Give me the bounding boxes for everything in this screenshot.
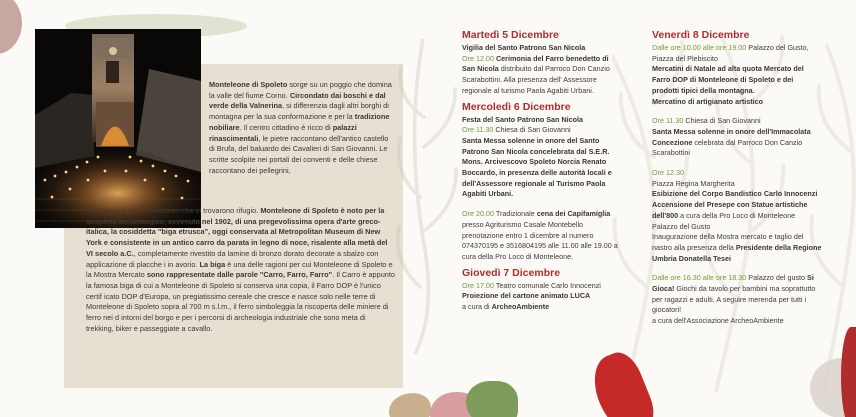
event-entry <box>652 97 822 108</box>
event-spacer <box>652 159 822 168</box>
event-title: Si Gioca! <box>652 273 814 294</box>
introduction-paragraph-top <box>209 80 395 176</box>
event-entry <box>652 179 822 190</box>
event-detail: a cura di <box>462 302 492 312</box>
event-title: Cerimonia del Farro benedetto di San Nicola <box>462 53 609 74</box>
event-entry <box>462 291 620 302</box>
event-time: Ore 11.30 <box>462 125 494 135</box>
event-title: Presidente della Regione Umbria Donatella Tesei <box>652 242 822 263</box>
right-edge-red-shape <box>841 327 856 417</box>
event-entry <box>462 54 620 97</box>
events-column-right <box>652 29 822 327</box>
events-column-left <box>462 29 620 313</box>
event-detail: Chiesa di San Giovanni <box>493 125 571 135</box>
event-detail: Giochi da tavolo per bambini ma soprattutto per ragazzi e adulti. A seguire merenda per tutti i giocatori! <box>652 284 816 315</box>
event-entry <box>462 302 620 313</box>
event-title: cena dei Capifamiglia <box>536 209 611 219</box>
event-day-body <box>462 43 620 97</box>
event-entry <box>652 64 822 96</box>
event-entry <box>652 168 822 179</box>
event-entry <box>652 43 822 64</box>
body-text: , completamente rivestito da lamine di bronzo dorato decorate a sbalzo con applicazione di placche i in avorio. <box>86 248 379 269</box>
event-time: Ore 20.00 <box>462 209 494 219</box>
bold-text: Monteleone di Spoleto è noto per la scoperta archeologica, avvenuta nel 1902, di una pregevolissima opera d'arte greco-italica, la cosiddetta "biga etrusca", oggi conservata al Metropolitan Museum di New York e consistente in un antico carro da parata in legno di noce, risalente alla metà del VI secolo a.C. <box>86 206 388 258</box>
event-time: Ore 11.30 <box>652 116 684 126</box>
bottom-tan-shape <box>389 393 431 417</box>
event-spacer <box>462 200 620 209</box>
event-title: ArcheoAmbiente <box>491 302 550 312</box>
event-spacer <box>652 264 822 273</box>
event-entry <box>652 189 822 232</box>
body-text: sorge su un poggio che domina la valle del fiume Corno. <box>209 80 392 100</box>
event-detail: distribuito dal Parroco Don Canzio Scarabottini. Alla presenza dell' Assessore regionale al turismo Paola Agabiti Urbani. <box>462 64 610 95</box>
event-day-body <box>462 281 620 313</box>
bold-text: Circondato dai boschi e dal verde della Valnerina <box>209 90 386 111</box>
event-day-giovedi <box>462 267 620 313</box>
event-title: Santa Messa solenne in onore dell'Immacolata Concezione <box>652 126 811 147</box>
body-text: dei mercanti e dei condottieri che vi trovarono rifugio. <box>86 206 261 215</box>
event-day-heading: Martedì 5 Dicembre <box>462 29 559 41</box>
night-village-photo <box>35 29 201 228</box>
event-detail: Inaugurazione della Mostra mercato e taglio del nastro alla presenza della <box>652 232 804 252</box>
event-entry <box>652 273 822 316</box>
event-day-body <box>462 115 620 263</box>
event-detail: Palazzo del Gusto, Piazza del Plebiscito <box>652 43 809 63</box>
introduction-paragraph-bottom <box>86 206 395 334</box>
event-day-heading: Venerdì 8 Dicembre <box>652 29 750 41</box>
event-entry <box>462 43 620 54</box>
event-detail: Chiesa di San Giovanni <box>683 116 761 126</box>
event-title: Santa Messa solenne in onore del Santo Patrono San Nicola concelebrata dal S.E.R. Mons. Arcivescovo Spoleto Norcia Renato Boccardo, in presenza delle autorità locali e dell'Assessore regionale al Turismo Paola Agabiti Urbani. <box>462 135 612 199</box>
event-entry <box>652 316 822 327</box>
event-entry <box>462 115 620 126</box>
event-title: Mercatini di Natale ad alta quota Mercato del Farro DOP di Monteleone di Spoleto e dei prodotti tipici della montagna. <box>652 64 804 95</box>
event-entry <box>462 281 620 292</box>
bold-text: La biga <box>199 259 226 269</box>
event-day-body <box>652 43 822 327</box>
bold-text: palazzi rinascimentali <box>209 122 357 143</box>
event-detail: celebrata dal Parroco Don Canzio Scarabottini <box>652 137 803 158</box>
wheat-decoration-left <box>395 39 461 354</box>
event-time: Ore 12.00 <box>462 53 494 63</box>
bold-text: Monteleone di Spoleto <box>209 80 288 89</box>
event-entry <box>652 116 822 127</box>
event-entry <box>652 232 822 264</box>
event-time: Ore 12.30 <box>652 168 684 178</box>
body-text: . Il Carro è appunto la famosa biga di cui a Monteleone di Spoleto si conserva una copia, il Farro DOP è l'unico certif icato DOP d'Europa, un pregiatissimo cereale che cresce e nasce solo nelle terre di Monteleone di Spoleto sopra al 700 m s.l.m., il ferro simboleggia la riscoperta delle miniere di ferro nei d intorni del borgo e per i percorsi di archeologia industriale che sono meta di trekking, biker e passeggiate a cavallo. <box>86 270 395 333</box>
event-day-mercoledi <box>462 101 620 263</box>
event-day-heading: Giovedì 7 Dicembre <box>462 266 561 279</box>
event-time: Dalle ore 16.30 alle ore 18.30 <box>652 273 747 283</box>
event-title: Esibizione del Corpo Bandistico Carlo Innocenzi Accensione del Presepe con Statue artistiche dell'800 <box>652 189 818 220</box>
event-entry <box>462 136 620 200</box>
event-title: Mercatino di artigianato artistico <box>652 96 764 106</box>
top-left-pink-shape <box>0 0 22 54</box>
event-day-martedi <box>462 29 620 97</box>
event-detail: Piazza Regina Margherita <box>652 178 735 188</box>
village-photo-illustration <box>35 29 201 228</box>
event-time: Dalle ore 10.00 alle ore 19.00 <box>652 43 747 52</box>
bold-text: tradizione nobiliare <box>209 112 390 132</box>
bold-text: sono rappresentate dalle parole "Carro, Farro, Farro" <box>146 270 333 280</box>
bottom-green-shape <box>466 381 518 417</box>
body-text: , si differenzia dagli altri borghi di montagna per la sua conformazione e per la <box>209 101 389 122</box>
event-detail: Teatro comunale Carlo Innocenzi <box>493 280 601 290</box>
event-day-venerdi <box>652 29 822 327</box>
event-title: Vigilia del Santo Patrono San Nicola <box>462 43 586 52</box>
event-detail: Palazzo del gusto <box>746 273 808 283</box>
event-entry <box>652 127 822 159</box>
event-detail: Tradizionale <box>493 209 537 219</box>
body-text: , le pietre raccontano dell'antico castello di Brufa, del baluardo dei Cavalieri di San Giovanni. Le scritte scolpite nei portali dei conventi e delle chiese raccontano dei pellegrini, <box>209 133 389 175</box>
event-entry <box>462 209 620 263</box>
event-spacer <box>652 107 822 116</box>
event-title: Festa del Santo Patrono San Nicola <box>462 114 584 124</box>
event-detail: presso Agriturismo Casale Montebello prenotazione entro 1 dicembre al numero 074370195 e 3516804195 alle 11.00 alle 19.00 a cura della Pro Loco di Monteleone. <box>462 219 618 261</box>
event-entry <box>462 125 620 136</box>
event-title: Proiezione del cartone animato LUCA <box>462 291 591 301</box>
event-detail: a cura dell'Associazione ArcheoAmbiente <box>652 316 784 326</box>
event-day-heading: Mercoledì 6 Dicembre <box>462 100 571 113</box>
event-time: Ore 17.00 <box>462 280 494 290</box>
body-text: . Il centro cittadino è ricco di <box>239 122 333 132</box>
event-detail: a cura della Pro Loco di Monteleone Palazzo del Gusto <box>652 210 796 231</box>
body-text: è una delle ragioni per cui Monteleone di Spoleto e la Mostra Mercato <box>86 259 393 280</box>
